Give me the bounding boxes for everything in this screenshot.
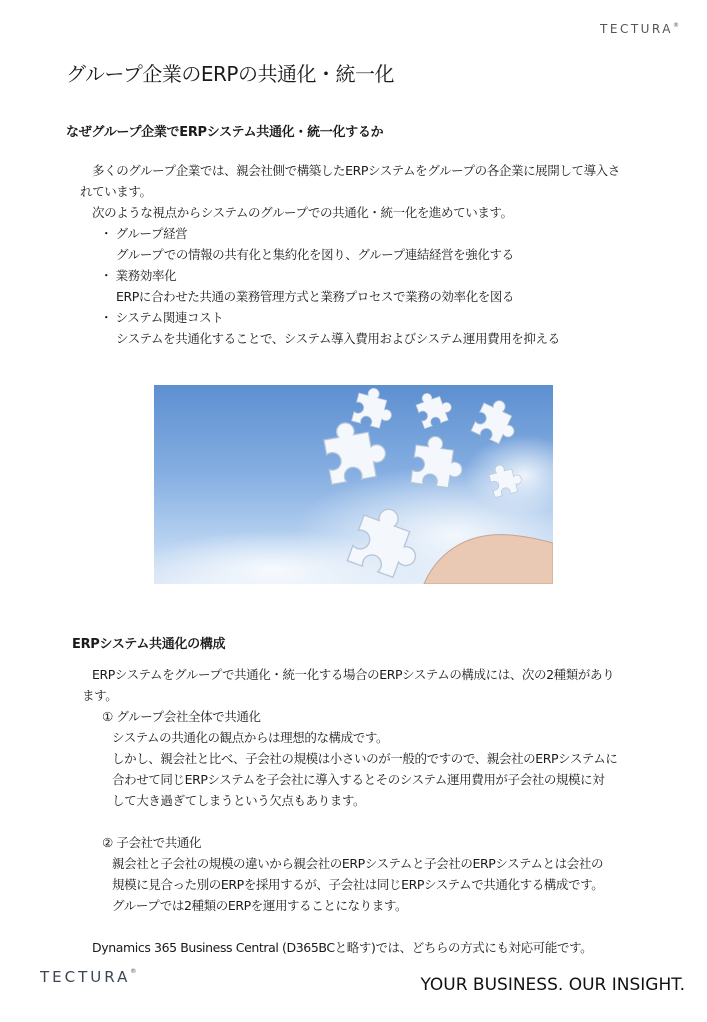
bullet-description: システムを共通化することで、システム導入費用およびシステム運用費用を抑える [116, 331, 560, 346]
section-heading-structure: ERPシステム共通化の構成 [72, 637, 226, 652]
puzzle-pieces-photo [154, 385, 553, 584]
bullet-description: ERPに合わせた共通の業務管理方式と業務プロセスで業務の効率化を図る [116, 289, 515, 304]
section-heading-why: なぜグループ企業でERPシステム共通化・統一化するか [66, 125, 384, 140]
bullet-item-efficiency: ・ 業務効率化 [100, 268, 177, 283]
paragraph-line: 規模に見合った別のERPを採用するが、子会社は同じERPシステムで共通化する構成です。 [112, 877, 604, 892]
puzzle-piece [413, 387, 455, 429]
paragraph-line: グループでは2種類のERPを運用することになります。 [112, 898, 408, 913]
paragraph-line: 合わせて同じERPシステムを子会社に導入するとそのシステム運用費用が子会社の規模に対 [112, 772, 605, 787]
paragraph-line: れています。 [80, 184, 152, 199]
paragraph-line: 次のような視点からシステムのグループでの共通化・統一化を進めています。 [92, 205, 513, 220]
paragraph-line: システムの共通化の観点からは理想的な構成です。 [112, 730, 389, 745]
paragraph-line: ます。 [82, 688, 118, 703]
page-title: グループ企業のERPの共通化・統一化 [66, 62, 394, 86]
option-heading-2: ② 子会社で共通化 [102, 835, 202, 850]
footer-tagline: YOUR BUSINESS. OUR INSIGHT. [420, 975, 685, 995]
closing-statement: Dynamics 365 Business Central (D365BCと略す)では、どちらの方式にも対応可能です。 [92, 940, 593, 955]
bullet-item-group-management: ・ グループ経営 [100, 226, 188, 241]
puzzle-piece [352, 385, 398, 430]
bullet-description: グループでの情報の共有化と集約化を図り、グループ連結経営を強化する [116, 247, 514, 262]
paragraph-line: ERPシステムをグループで共通化・統一化する場合のERPシステムの構成には、次の2種類があり [92, 667, 615, 682]
tectura-logo-header: TECTURA® [600, 22, 679, 36]
paragraph-line: して大き過ぎてしまうという欠点もあります。 [112, 793, 366, 808]
bullet-item-system-cost: ・ システム関連コスト [100, 310, 224, 325]
paragraph-line: しかし、親会社と比べ、子会社の規模は小さいのが一般的ですので、親会社のERPシステムに [112, 751, 618, 766]
tectura-logo-footer: TECTURA® [40, 968, 137, 986]
puzzle-illustration [154, 385, 553, 584]
paragraph-line: 親会社と子会社の規模の違いから親会社のERPシステムと子会社のERPシステムとは会社の [112, 856, 604, 871]
option-heading-1: ① グループ会社全体で共通化 [102, 709, 261, 724]
paragraph-line: 多くのグループ企業では、親会社側で構築したERPシステムをグループの各企業に展開して導入さ [92, 163, 620, 178]
